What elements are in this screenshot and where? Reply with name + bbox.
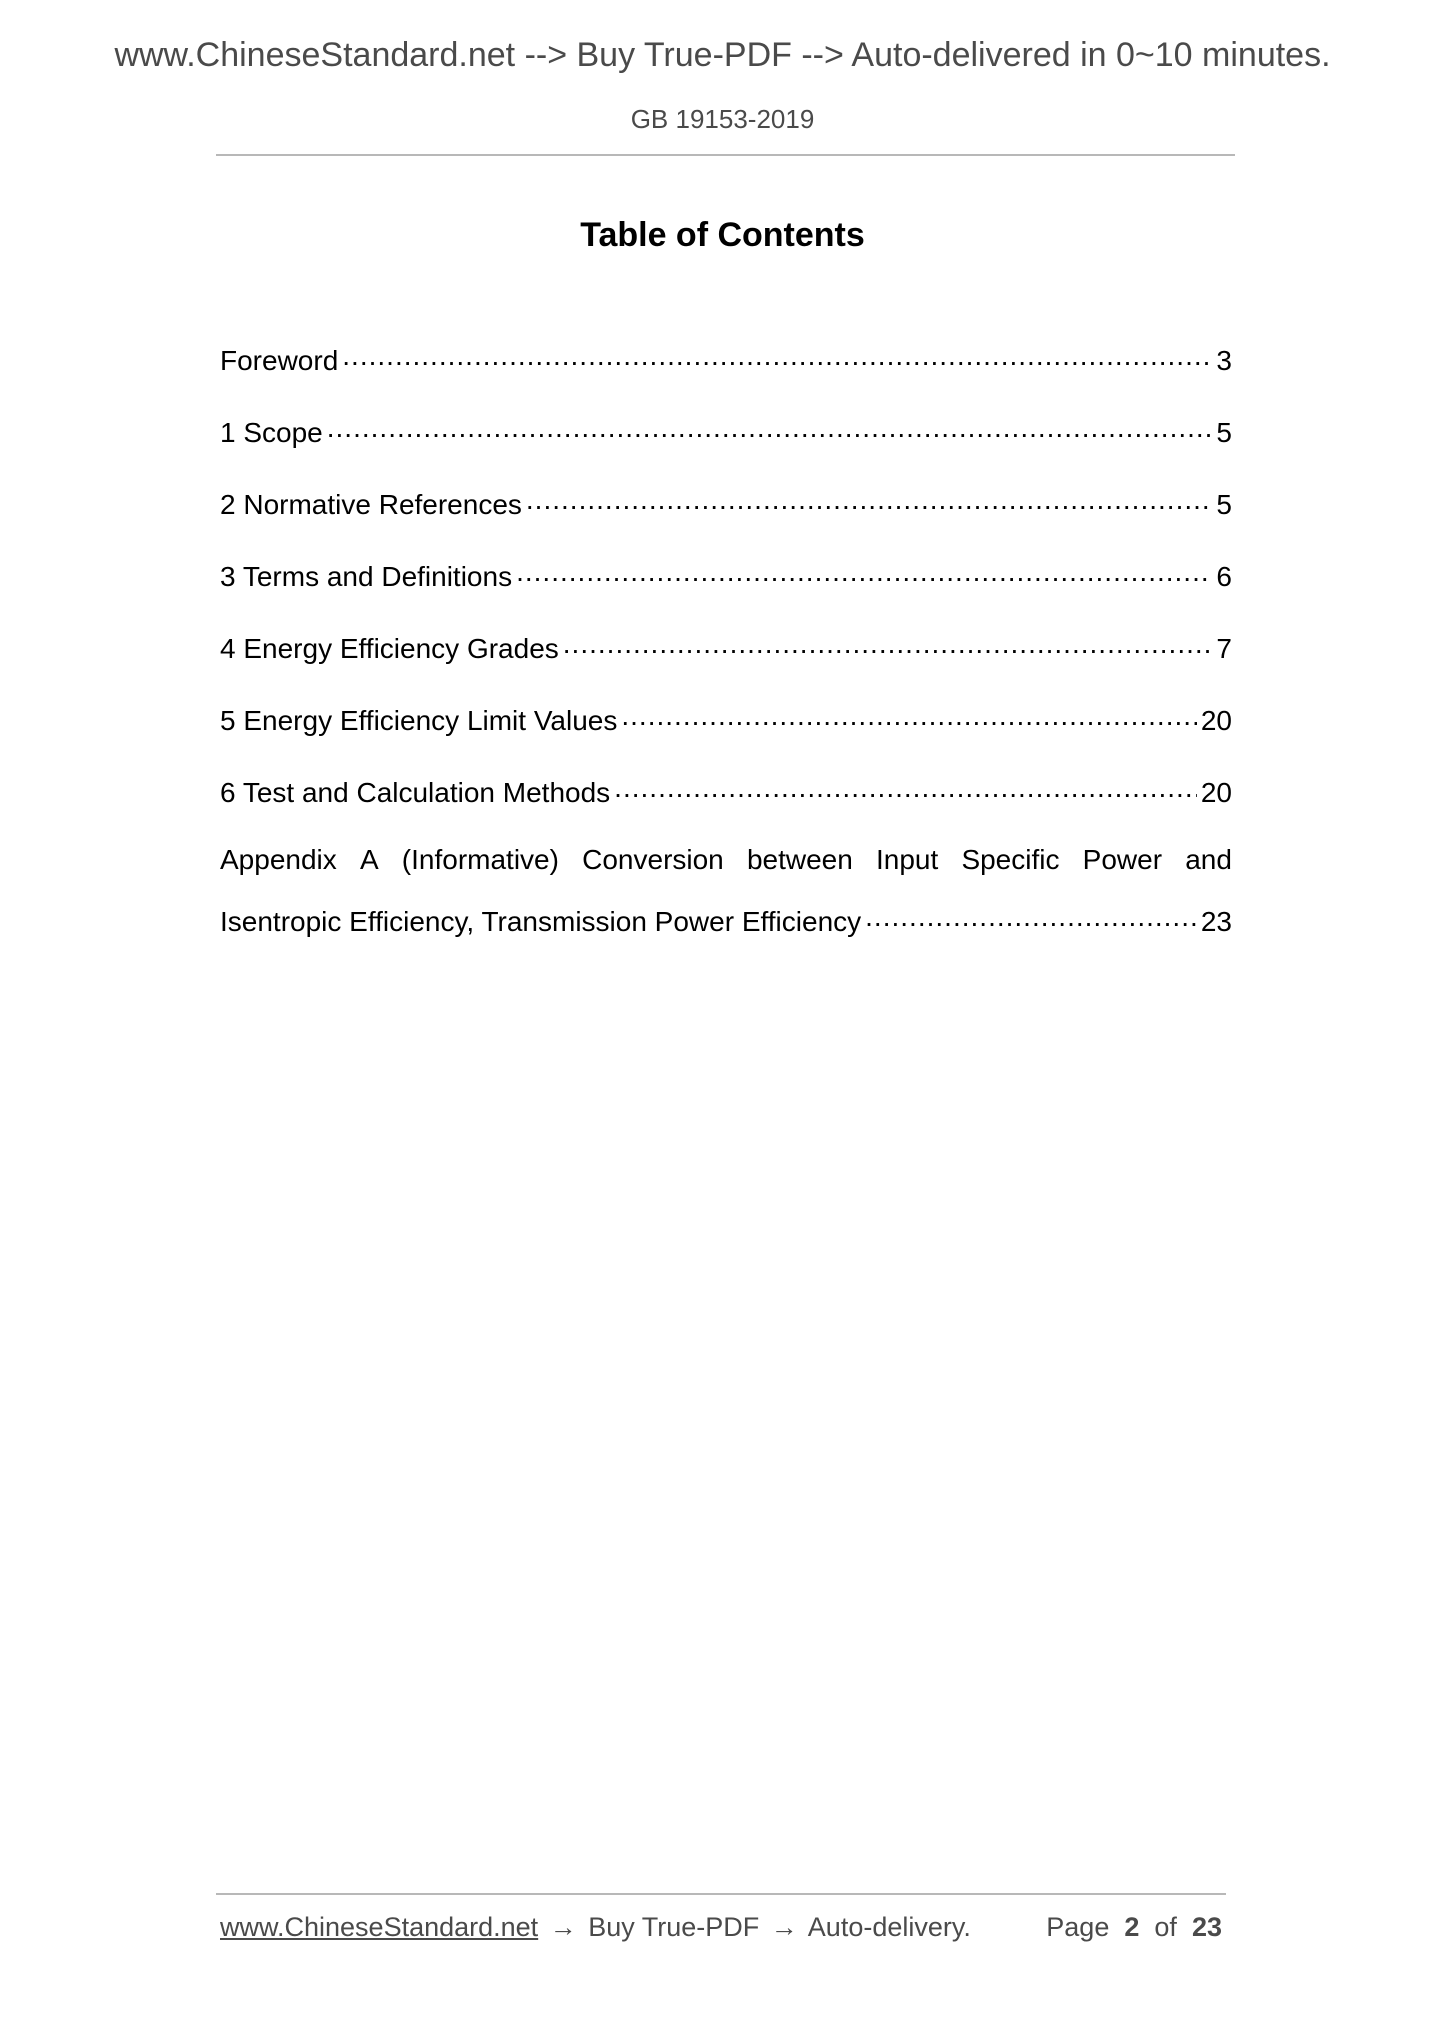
toc-entry-label: 6 Test and Calculation Methods: [220, 777, 611, 808]
dot-leader: [526, 478, 1213, 514]
table-of-contents: [220, 334, 1232, 944]
toc-entry-page: 7: [1216, 633, 1232, 664]
appendix-word: A: [359, 844, 379, 875]
arrow-right-icon: →: [549, 1912, 577, 1942]
page-indicator: [1046, 1912, 1222, 1943]
toc-entry-scope[interactable]: [220, 406, 1232, 478]
appendix-word: between: [746, 844, 853, 875]
appendix-line-1: [220, 838, 1232, 882]
dot-leader: [516, 550, 1212, 586]
toc-entry-terms-definitions[interactable]: [220, 550, 1232, 622]
appendix-word: Conversion: [582, 844, 724, 875]
toc-entry-page: 5: [1216, 417, 1232, 448]
toc-entry-energy-efficiency-grades[interactable]: [220, 622, 1232, 694]
toc-entry-foreword[interactable]: [220, 334, 1232, 406]
appendix-word: Specific: [961, 844, 1060, 875]
toc-entry-test-methods[interactable]: [220, 766, 1232, 838]
document-code: GB 19153-2019: [630, 104, 815, 134]
appendix-word: and: [1185, 844, 1232, 875]
arrow-right-icon: →: [770, 1912, 798, 1942]
dot-leader: [621, 694, 1196, 730]
site-banner: www.ChineseStandard.net --> Buy True-PDF --> Auto-delivered in 0~10 minutes.: [114, 36, 1331, 74]
dot-leader: [865, 895, 1197, 931]
toc-entry-page: 5: [1216, 489, 1232, 520]
footer-buy-text: Buy True-PDF: [588, 1912, 760, 1942]
dot-leader: [342, 334, 1212, 370]
toc-entry-label: 1 Scope: [220, 417, 323, 448]
toc-entry-appendix-a[interactable]: [220, 838, 1232, 944]
toc-entry-normative-references[interactable]: [220, 478, 1232, 550]
appendix-word: Power: [1082, 844, 1163, 875]
appendix-word: (Informative): [401, 844, 559, 875]
page-current: 2: [1124, 1912, 1140, 1942]
appendix-word: Input: [875, 844, 939, 875]
dot-leader: [327, 406, 1213, 442]
toc-entry-label: Isentropic Efficiency, Transmission Power Efficiency: [220, 906, 862, 937]
header-divider: [216, 154, 1235, 156]
toc-entry-label: 5 Energy Efficiency Limit Values: [220, 705, 618, 736]
toc-entry-label: 4 Energy Efficiency Grades: [220, 633, 559, 664]
dot-leader: [563, 622, 1213, 658]
toc-entry-page: 20: [1200, 777, 1232, 808]
footer-delivery-text: Auto-delivery.: [807, 1912, 971, 1942]
toc-entry-limit-values[interactable]: [220, 694, 1232, 766]
toc-entry-label: Foreword: [220, 345, 339, 376]
footer-site-link[interactable]: www.ChineseStandard.net: [220, 1912, 539, 1942]
appendix-word: Appendix: [220, 844, 337, 875]
toc-entry-page: 3: [1216, 345, 1232, 376]
page-word: Page: [1046, 1912, 1110, 1942]
page-footer: [220, 1912, 1222, 1943]
toc-entry-page: 20: [1200, 705, 1232, 736]
toc-entry-label: 2 Normative References: [220, 489, 522, 520]
footer-divider: [216, 1893, 1226, 1895]
page-total: 23: [1191, 1912, 1222, 1942]
footer-left: [220, 1912, 971, 1943]
of-word: of: [1154, 1912, 1177, 1942]
toc-entry-label: 3 Terms and Definitions: [220, 561, 513, 592]
toc-title: Table of Contents: [580, 216, 865, 254]
toc-entry-page: 23: [1200, 906, 1232, 937]
dot-leader: [614, 766, 1197, 802]
toc-entry-page: 6: [1216, 561, 1232, 592]
